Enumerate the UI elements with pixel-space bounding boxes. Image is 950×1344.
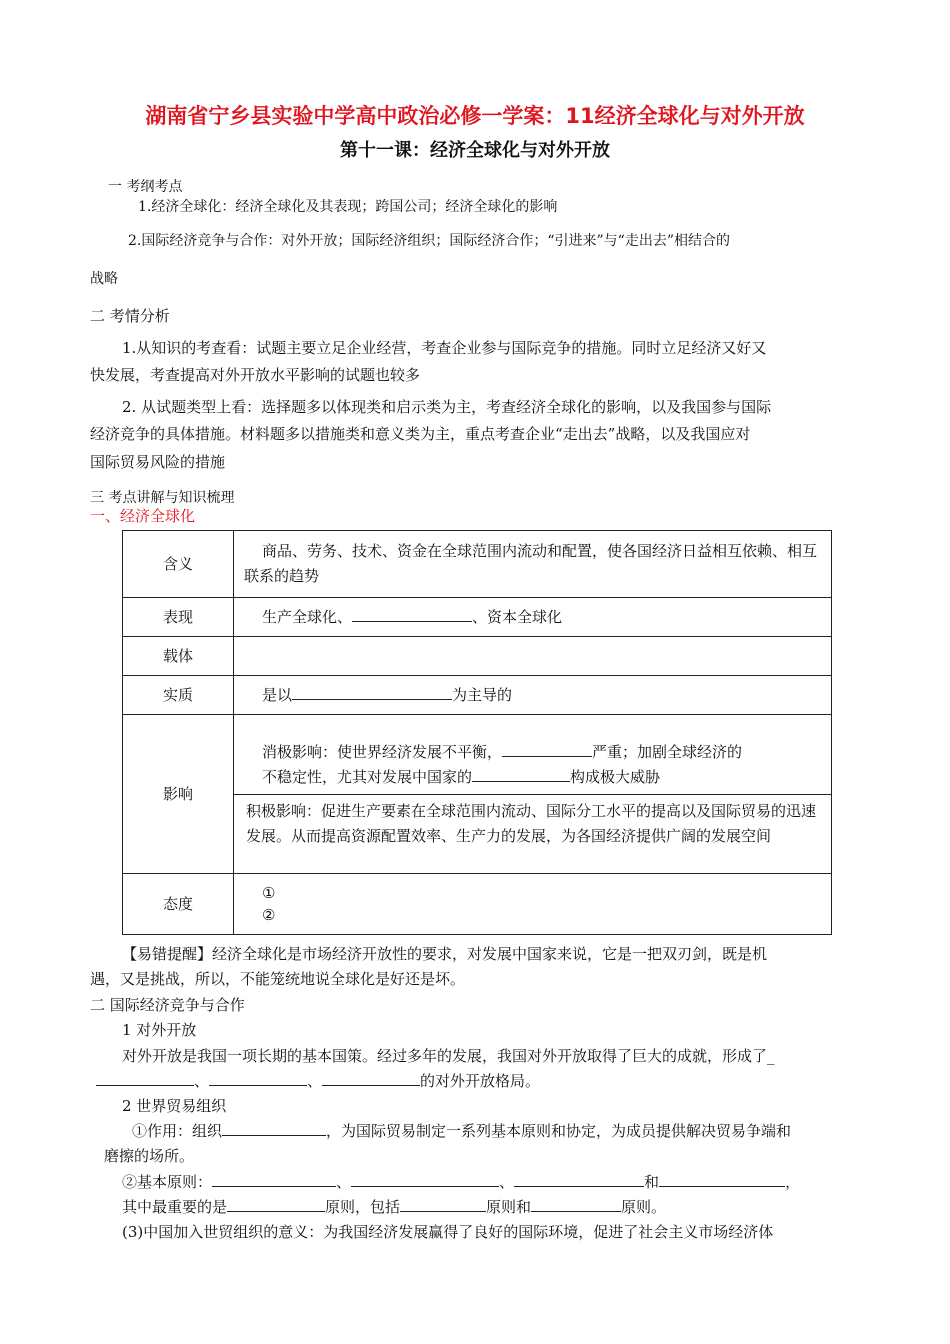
- row-label-attitude: 态度: [123, 874, 234, 935]
- table-row-impact: [123, 715, 832, 874]
- exam-point-1: 1.经济全球化：经济全球化及其表现；跨国公司；经济全球化的影响: [138, 199, 558, 215]
- row-label-manifestation: 表现: [123, 598, 234, 637]
- subsection-wto: 2 世界贸易组织: [122, 1097, 227, 1115]
- table-row-attitude: [123, 874, 832, 935]
- impact-negative: [234, 736, 832, 795]
- wto-principles-label: ②基本原则：: [122, 1173, 213, 1191]
- opening-up-text: 对外开放是我国一项长期的基本国策。经过多年的发展，我国对外开放取得了巨大的成就，形成了_: [122, 1047, 775, 1065]
- fill-blank[interactable]: [352, 607, 472, 622]
- fill-blank[interactable]: [222, 1121, 326, 1136]
- fill-blank[interactable]: [502, 742, 592, 757]
- separator: 、: [336, 1173, 352, 1191]
- fill-blank[interactable]: [227, 1197, 325, 1212]
- subsection-opening-up: 1 对外开放: [122, 1021, 197, 1039]
- wto-function-a: ①作用：组织: [132, 1122, 223, 1140]
- row-cell-essence: [234, 676, 832, 715]
- exam-point-2: 2.国际经济竞争与合作：对外开放；国际经济组织；国际经济合作；“引进来”与“走出去”相结合的: [128, 233, 730, 249]
- table-row-manifestation: [123, 598, 832, 637]
- section-heading-analysis: 二 考情分析: [90, 307, 170, 325]
- wto-principles-line2: [122, 1196, 666, 1217]
- fill-blank[interactable]: [514, 1172, 644, 1187]
- separator: 、: [499, 1173, 515, 1191]
- fill-blank[interactable]: [209, 1071, 307, 1086]
- globalization-table: [122, 530, 832, 935]
- impact-neg-b: 严重；加剧全球经济的: [592, 742, 743, 761]
- row-cell-carrier[interactable]: [234, 637, 832, 676]
- row-label-impact: 影响: [123, 715, 234, 874]
- subsection-globalization: 一、经济全球化: [90, 507, 196, 525]
- row-cell-manifestation: [234, 598, 832, 637]
- row-label-meaning: 含义: [123, 531, 234, 598]
- section-heading-knowledge: 三 考点讲解与知识梳理: [90, 490, 235, 506]
- lesson-subtitle: 第十一课：经济全球化与对外开放: [340, 140, 610, 161]
- wto-function-b: ，为国际贸易制定一系列基本原则和协定，为成员提供解决贸易争端和: [326, 1122, 792, 1140]
- wto-principles-end: 原则。: [621, 1198, 667, 1216]
- section-heading-exam-points: 一 考纲考点: [108, 179, 183, 195]
- fill-blank[interactable]: [531, 1197, 621, 1212]
- table-row-essence: [123, 676, 832, 715]
- fill-blank[interactable]: [659, 1172, 785, 1187]
- wto-principles-most-important: 其中最重要的是: [122, 1198, 228, 1216]
- impact-neg-c: 不稳定性，尤其对发展中国家的: [262, 767, 473, 786]
- fill-blank[interactable]: [472, 767, 570, 782]
- manifestation-text-b: 、资本全球化: [472, 607, 563, 626]
- reminder-line1: 【易错提醒】经济全球化是市场经济开放性的要求，对发展中国家来说，它是一把双刃剑，既是机: [122, 945, 768, 963]
- attitude-item-1: ①: [262, 884, 276, 902]
- impact-neg-a: 消极影响：使世界经济发展不平衡，: [262, 742, 503, 761]
- row-cell-impact: [234, 715, 832, 874]
- section-heading-competition: 二 国际经济竞争与合作: [90, 996, 245, 1014]
- opening-up-blanks: [96, 1070, 540, 1091]
- attitude-item-2: ②: [262, 906, 276, 924]
- wto-principles-and: 原则和: [486, 1198, 532, 1216]
- wto-function-line1: [132, 1120, 791, 1141]
- impact-neg-d: 构成极大威胁: [570, 767, 661, 786]
- row-label-essence: 实质: [123, 676, 234, 715]
- essence-text-b: 为主导的: [452, 685, 513, 704]
- manifestation-text-a: 生产全球化、: [262, 607, 353, 626]
- fill-blank[interactable]: [400, 1197, 486, 1212]
- separator: 、: [194, 1072, 210, 1090]
- fill-blank[interactable]: [212, 1172, 336, 1187]
- impact-positive: 积极影响：促进生产要素在全球范围内流动、国际分工水平的提高以及国际贸易的迅速发展。从而提高资源配置效率、生产力的发展，为各国经济提供广阔的发展空间: [246, 801, 817, 845]
- analysis-p1-line1: 1.从知识的考查看：试题主要立足企业经营，考查企业参与国际竞争的措施。同时立足经济又好又: [122, 339, 767, 357]
- opening-up-end: 的对外开放格局。: [420, 1072, 541, 1090]
- analysis-p2-line3: 国际贸易风险的措施: [90, 453, 226, 471]
- wto-function-line2: 磨擦的场所。: [104, 1147, 195, 1165]
- analysis-p2-line2: 经济竞争的具体措施。材料题多以措施类和意义类为主，重点考查企业“走出去”战略，以及我国应对: [90, 425, 751, 443]
- wto-principles-includes: 原则，包括: [325, 1198, 401, 1216]
- fill-blank[interactable]: [322, 1071, 420, 1086]
- row-cell-attitude: [234, 874, 832, 935]
- wto-significance: (3)中国加入世贸组织的意义：为我国经济发展赢得了良好的国际环境，促进了社会主义市场经济体: [122, 1223, 774, 1241]
- analysis-p2-line1: 2. 从试题类型上看：选择题多以体现类和启示类为主，考查经济全球化的影响，以及我国参与国际: [122, 398, 772, 416]
- reminder-line2: 遇，又是挑战，所以，不能笼统地说全球化是好还是坏。: [90, 970, 466, 988]
- fill-blank[interactable]: [96, 1071, 194, 1086]
- document-title: 湖南省宁乡县实验中学高中政治必修一学案：11经济全球化与对外开放: [145, 104, 805, 128]
- separator: 、: [307, 1072, 323, 1090]
- fill-blank[interactable]: [351, 1172, 499, 1187]
- exam-point-2-cont: 战略: [90, 271, 118, 287]
- essence-text-a: 是以: [262, 685, 293, 704]
- table-row-meaning: [123, 531, 832, 598]
- table-row-carrier: [123, 637, 832, 676]
- wto-principles-line1: [122, 1171, 800, 1192]
- row-text-meaning: 商品、劳务、技术、资金在全球范围内流动和配置，使各国经济日益相互依赖、相互联系的趋势: [234, 531, 832, 598]
- row-label-carrier: 载体: [123, 637, 234, 676]
- conjunction: 和: [644, 1173, 660, 1191]
- fill-blank[interactable]: [292, 685, 452, 700]
- analysis-p1-line2: 快发展，考查提高对外开放水平影响的试题也较多: [90, 366, 421, 384]
- separator: ，: [785, 1173, 801, 1191]
